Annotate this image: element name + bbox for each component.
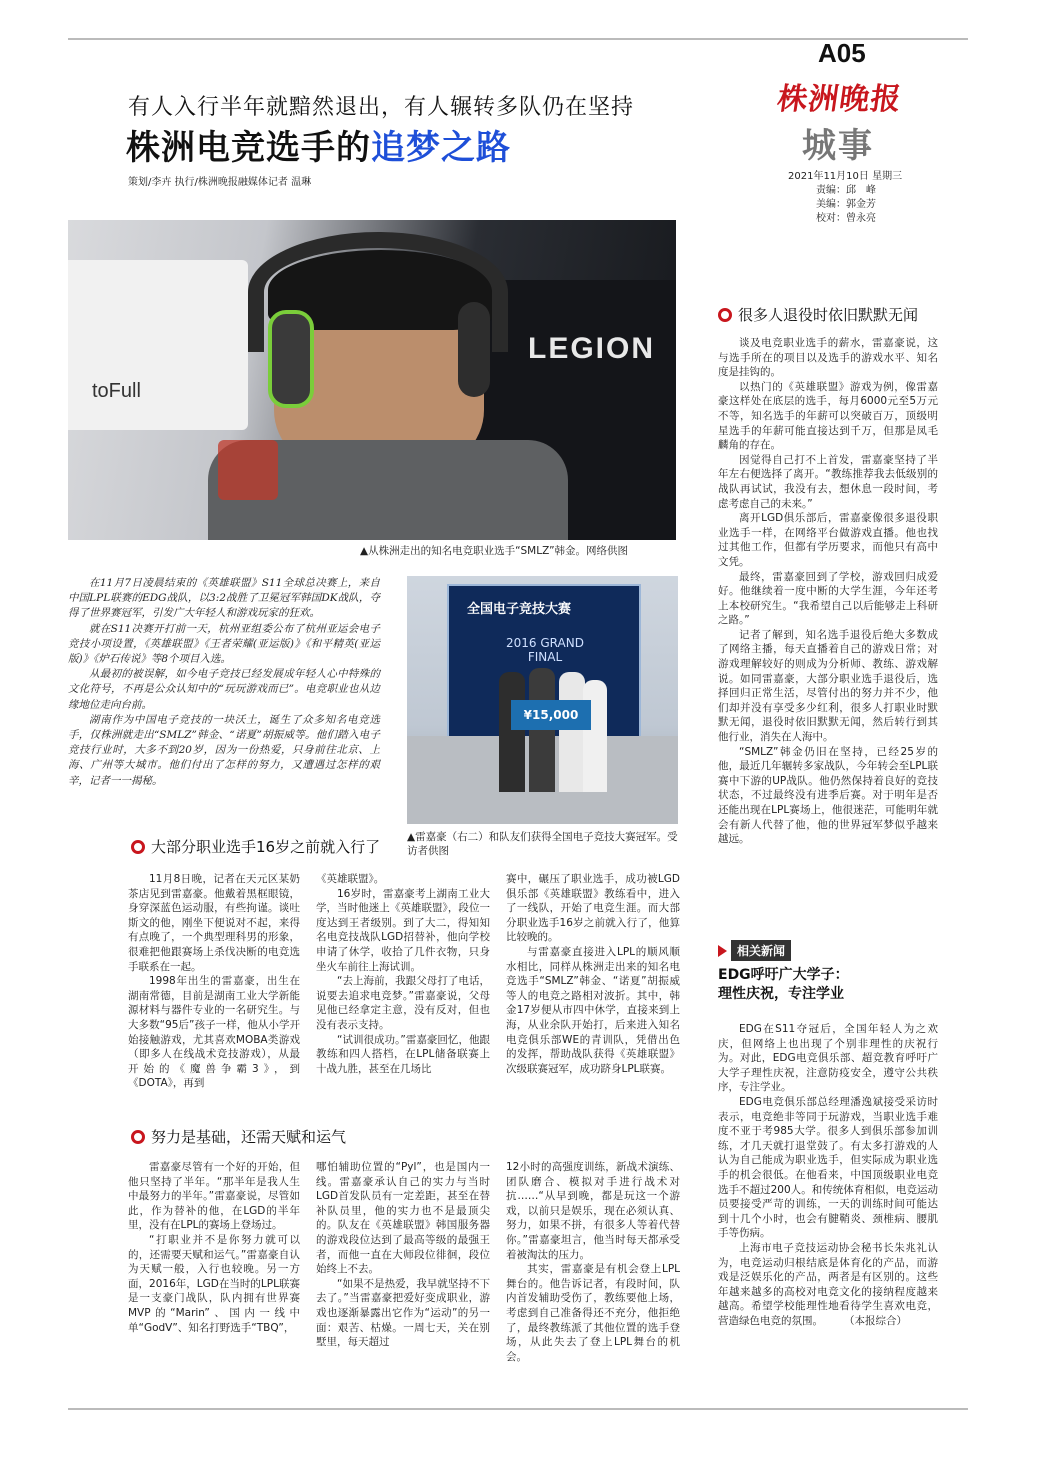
sec2-col3: [506, 1160, 680, 1364]
paragraph: 16岁时，雷嘉豪考上湖南工业大学，当时他迷上《英雄联盟》，段位一度达到王者级别。到了大二，得知知名电竞技战队LGD招替补，他向学校申请了休学，收拾了几件衣物，只身坐火车前往上海试训。: [316, 887, 490, 973]
intro-paragraph: 湖南作为中国电子竞技的一块沃土，诞生了众多知名电竞选手，仅株洲就走出“SMLZ”韩金、“诺夏”胡振威等。他们踏入电子竞技行业时，大多不到20岁，因为一份热爱，只身前往北京、上海、广州等大城市。他们付出了怎样的努力，又遭遇过怎样的艰辛，记者一一揭秘。: [68, 713, 380, 787]
headline: [126, 120, 511, 169]
subhead-1-text: 大部分职业选手16岁之前就入行了: [151, 838, 381, 856]
paragraph: “打职业并不是你努力就可以的，还需要天赋和运气。”雷嘉豪自认为天赋一般，入行也较晚。另一方面，2016年，LGD在当时的LPL联赛是一支豪门战队，队内拥有世界赛MVP的“Marin”、国内一线中单“GodV”、知名打野选手“TBQ”，: [128, 1233, 300, 1334]
paragraph: “如果不是热爱，我早就坚持不下去了。”当雷嘉豪把爱好变成职业，游戏也逐渐暴露出它作为“运动”的另一面：艰苦、枯燥。一周七天，关在别墅里，每天超过: [316, 1277, 490, 1349]
edg-title-line2: 理性庆祝，专注学业: [718, 986, 844, 1002]
photo-text-tofull: toFull: [92, 380, 141, 402]
edg-body: [718, 1022, 938, 1328]
headline-kicker: 有人入行半年就黯然退出，有人辗转多队仍在坚持: [128, 95, 635, 120]
byline: 策划/李卉 执行/株洲晚报融媒体记者 温琳: [128, 177, 312, 188]
paragraph: 11月8日晚，记者在天元区某奶茶店见到雷嘉豪。他戴着黑框眼镜，身穿深蓝色运动服，有些拘谨。谈吐斯文的他，刚坐下便说对不起，来得有点晚了，一个典型理科男的形象，很难把他跟赛场上杀伐决断的电竞选手联系在一起。: [128, 873, 300, 973]
paragraph: EDG电竞俱乐部总经理潘逸斌接受采访时表示，电竞绝非等同于玩游戏，当职业选手难度不亚于考985大学。很多人到俱乐部参加训练，才几天就打退堂鼓了。有太多打游戏的人认为自己能成为职业选手，但实际成为职业选手的机会很低。在他看来，中国顶级职业电竞选手不超过200人。和传统体育相似，电竞运动员要接受严苛的训练，一天的训练时间可能达到十几个小时，也会有腱鞘炎、颈椎病、腰肌手等伤病。: [718, 1095, 938, 1240]
backdrop-title: 2016 GRAND FINAL: [506, 636, 584, 664]
paragraph: 赛中，碾压了职业选手，成功被LGD俱乐部《英雄联盟》教练看中，进入了一线队，开始了电竞生涯。而大部分职业选手16岁之前就入行了，他算比较晚的。: [506, 873, 680, 944]
subhead-2: [131, 1126, 346, 1147]
sec1-col2: [316, 872, 490, 1076]
sec1-col1: [128, 872, 300, 1091]
paragraph: 《英雄联盟》。: [316, 873, 385, 885]
paragraph: 12小时的高强度训练，新战术演练、团队磨合、模拟对手进行战术对抗……“从早到晚，都是玩这一个游戏，以前只是娱乐，现在必须认真、努力，如果不拼，有很多人等着代替你。”雷嘉豪坦言，他当时每天都承受着被淘汰的压力。: [506, 1161, 680, 1261]
paragraph: 离开LGD俱乐部后，雷嘉豪像很多退役职业选手一样，在网络平台做游戏直播。他也找过其他工作，但都有学历要求，而他只有高中文凭。: [718, 512, 938, 568]
paragraph: 谈及电竞职业选手的薪水，雷嘉豪说，这与选手所在的项目以及选手的游戏水平、知名度是挂钩的。: [718, 337, 938, 379]
photo1-caption: ▲从株洲走出的知名电竞职业选手“SMLZ”韩金。网络供图: [360, 545, 629, 557]
paragraph: 最终，雷嘉豪回到了学校，游戏回归成爱好。他继续着一度中断的大学生涯，今年还考上本校研究生。“我希望自己以后能够走上科研之路。”: [718, 570, 938, 627]
subhead-3-text: 很多人退役时依旧默默无闻: [738, 306, 919, 324]
team-photo: [407, 576, 678, 824]
prize-board: ¥15,000: [511, 700, 591, 730]
paragraph: “去上海前，我跟父母打了电话，说要去追求电竞梦。”雷嘉豪说，父母见他已经拿定主意，没有反对，但也没有表示支持。: [316, 975, 490, 1031]
team-member: [529, 668, 555, 792]
paragraph: EDG在S11夺冠后，全国年轻人为之欢庆，但网络上也出现了个别非理性的庆祝行为。对此，EDG电竞俱乐部、超竞教育呼吁广大学子理性庆祝，注意防疫安全，遵守公共秩序，专注学业。: [718, 1023, 938, 1094]
team-member: [559, 672, 585, 792]
subhead-1: [131, 836, 380, 857]
edg-title: [718, 966, 849, 1004]
paragraph: 因觉得自己打不上首发，雷嘉豪坚持了半年左右便选择了离开。“教练推荐我去低级别的战队再试试，我没有去，想休息一段时间，考虑考虑自己的未来。”: [718, 453, 938, 510]
edition-meta: [788, 170, 938, 226]
paragraph: 雷嘉豪尽管有一个好的开始，但他只坚持了半年。“那半年是我人生中最努力的半年。”雷嘉豪说，尽管如此，作为替补的他，在LGD的半年里，没有在LPL的赛场上登场过。: [128, 1161, 300, 1232]
team-member: [583, 680, 607, 792]
proof-credit: 校对：曾永亮: [816, 213, 876, 224]
paragraph: “试训很成功。”雷嘉豪回忆，他跟教练和四人搭档，在LPL储备联赛上十战九胜，甚至在几场比: [316, 1033, 490, 1075]
photo2-caption: ▲雷嘉豪（右二）和队友们获得全国电子竞技大赛冠军。受访者供图: [407, 831, 678, 857]
team-member: [499, 672, 525, 792]
sec1-col3: [506, 872, 680, 1076]
paragraph: 以热门的《英雄联盟》游戏为例，像雷嘉豪这样处在底层的选手，每月6000元至5万元不等，知名选手的年薪可以突破百万，顶级明星选手的年薪可能直接达到千万，但那是凤毛麟角的存在。: [718, 380, 938, 452]
headline-part-a: 株洲电竞选手的: [126, 128, 371, 168]
related-news-label: 相关新闻: [731, 940, 791, 961]
backdrop-banner: 全国电子竞技大赛: [467, 602, 572, 617]
headline-part-b: 追梦之路: [371, 128, 511, 168]
intro-text: [68, 576, 380, 789]
paragraph: 哪怕辅助位置的“Pyl”，也是国内一线。雷嘉豪承认自己的实力与当时LGD首发队员有一定差距，甚至在替补队员里，他的实力也不是最顶尖的。队友在《英雄联盟》韩国服务器的游戏段位达到了最高等级的最强王者，而他一直在大师段位徘徊，段位始终上不去。: [316, 1161, 490, 1276]
paragraph: 与雷嘉豪直接进入LPL的顺风顺水相比，同样从株洲走出来的知名电竞选手“SMLZ”韩金、“诺夏”胡振威等人的电竞之路相对波折。其中，韩金17岁便从市四中休学，直接来到上海，从业余队开始打，后来进入知名电竞俱乐部WE的青训队，凭借出色的发挥，帮助战队获得《英雄联盟》次级联赛冠军，成功跻身LPL联赛。: [506, 945, 680, 1075]
bullet-icon: [131, 1130, 145, 1144]
bullet-icon: [718, 308, 732, 322]
subhead-2-text: 努力是基础，还需天赋和运气: [151, 1128, 347, 1146]
editor-credit: 责编：邱 峰: [816, 185, 876, 196]
headset-ear-right: [458, 302, 490, 397]
paragraph: “SMLZ”韩金仍旧在坚持，已经25岁的他，最近几年辗转多家战队，今年转会至LPL联赛中下游的UP战队。他仍然保持着良好的竞技状态，不过最终没有进季后赛。对于明年是否还能出现在LPL赛场上，他很迷茫，可能明年就会有新人代替了他，他的世界冠军梦似乎越来越远。: [718, 745, 938, 846]
masthead-logo: 株洲晚报: [775, 82, 904, 117]
headset-ear-left: [268, 310, 314, 408]
paragraph: 1998年出生的雷嘉豪，出生在湖南常德，目前是湖南工业大学新能源材料与器件专业的一名研究生。与大多数“95后”孩子一样，他从小学开始接触游戏，尤其喜欢MOBA类游戏（即多人在线战术竞技游戏），从最开始的《魔兽争霸3》，到《DOTA》，再到: [128, 975, 300, 1090]
sec2-col2: [316, 1160, 490, 1350]
subhead-3: [718, 304, 918, 325]
paragraph: 记者了解到，知名选手退役后绝大多数成了网络主播，每天直播着自己的游戏日常；对游戏理解较好的则成为分析师、教练、游戏解说。如同雷嘉豪，大部分职业选手退役后，选择回归正常生活，尽管付出的努力并不少，他们却并没有享受多少红利，很多人打职业时默默无闻，退役时依旧默默无闻，然后转行到其他行业，消失在人海中。: [718, 628, 938, 744]
intro-paragraph: 从最初的被误解，如今电子竞技已经发展成年轻人心中特殊的文化符号，不再是公众认知中的“玩玩游戏而已”。电竞职业也从边缘地位走向台前。: [68, 668, 380, 711]
edg-title-line1: EDG呼吁广大学子：: [718, 967, 849, 983]
sec2-col1: [128, 1160, 300, 1335]
right-col: [718, 336, 938, 847]
photo-text-legion: LEGION: [528, 332, 656, 365]
player-photo: [68, 220, 676, 540]
issue-date: 2021年11月10日 星期三: [788, 171, 903, 182]
page-number: A05: [818, 38, 866, 68]
intro-paragraph: 在11月7日凌晨结束的《英雄联盟》S11全球总决赛上，来自中国LPL联赛的EDG战队，以3:2战胜了卫冕冠军韩国DK战队，夺得了世界赛冠军，引发广大年轻人和游戏玩家的狂欢。: [68, 577, 380, 620]
designer-credit: 美编：郭金芳: [816, 199, 876, 210]
bullet-icon: [131, 840, 145, 854]
intro-paragraph: 就在S11决赛开打前一天，杭州亚组委公布了杭州亚运会电子竞技小项设置，《英雄联盟》《王者荣耀(亚运版)》《和平精英(亚运版)》《炉石传说》等8个项目入选。: [68, 622, 380, 666]
paragraph: 其实，雷嘉豪是有机会登上LPL舞台的。他告诉记者，有段时间，队内首发辅助受伤了，教练要他上场，考虑到自己准备得还不充分，他拒绝了，最终教练派了其他位置的选手登场，从此失去了登上LPL舞台的机会。: [506, 1263, 680, 1363]
bottom-rule: [68, 1408, 968, 1410]
related-news-tag: [718, 940, 791, 961]
paragraph: 上海市电子竞技运动协会秘书长朱兆礼认为，电竞运动归根结底是体育化的产品，而游戏是泛娱乐化的产品，两者是有区别的。这些年越来越多的高校对电竞文化的接纳程度越来越高。希望学校能理性地看待学生喜欢电竞，营造绿色电竞的氛围。 （本报综合）: [718, 1241, 938, 1327]
section-name: 城事: [802, 126, 874, 166]
marker-icon: [718, 945, 727, 957]
